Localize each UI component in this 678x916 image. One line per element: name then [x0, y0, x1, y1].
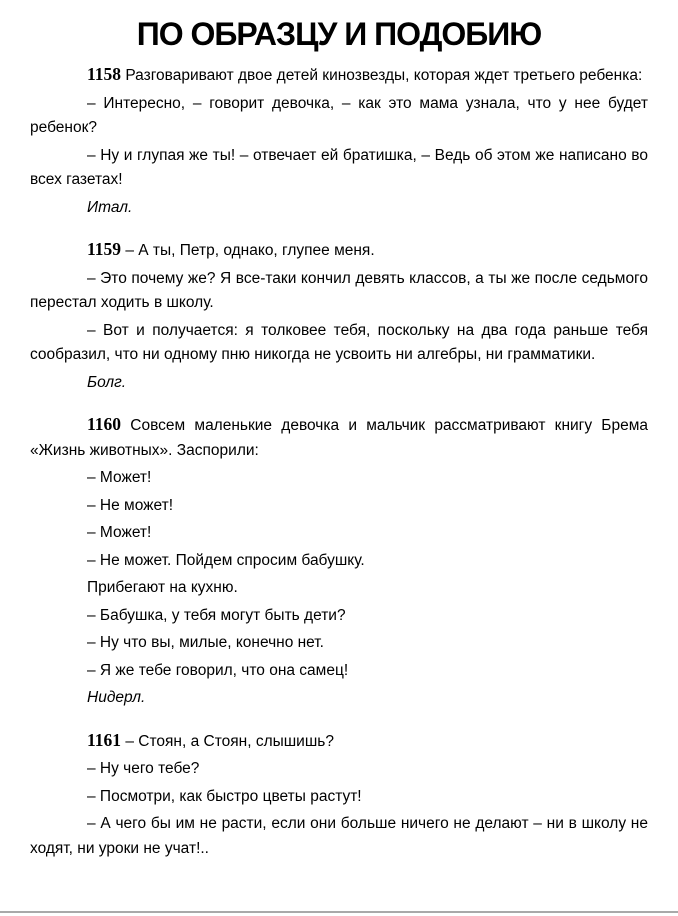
joke-paragraph: – Посмотри, как быстро цветы растут!: [87, 787, 362, 805]
joke-lead-paragraph: [30, 412, 648, 463]
joke-number: 1159: [87, 239, 122, 259]
joke-paragraph: – Ну чего тебе?: [87, 760, 200, 777]
joke-lead-paragraph: [30, 62, 648, 89]
joke-source-label: Болг.: [87, 373, 127, 391]
joke-lead-text: – Стоян, а Стоян, слышишь?: [121, 732, 334, 750]
joke-lead-text: – А ты, Петр, однако, глупее меня.: [121, 242, 375, 259]
joke-paragraph: – Бабушка, у тебя могут быть дети?: [87, 606, 346, 624]
joke-paragraph: – Вот и получается: я толковее тебя, поскольку на два года раньше тебя сообразил, что ни одному пню никогда не усвоить ни алгебры, ни грамматики.: [30, 321, 648, 363]
joke-paragraph: – Ну что вы, милые, конечно нет.: [87, 634, 324, 651]
joke-lead-text: Разговаривают двое детей кинозвезды, которая ждет третьего ребенка:: [121, 67, 643, 84]
joke-paragraph: – Интересно, – говорит девочка, – как это мама узнала, что у нее будет ребенок?: [30, 94, 648, 136]
joke-lead-paragraph: [30, 237, 648, 264]
joke-lead-paragraph: [30, 728, 648, 755]
joke-paragraph: – Я же тебе говорил, что она самец!: [87, 661, 349, 679]
joke-paragraph: – Может!: [87, 469, 152, 486]
joke-lead-text: Совсем маленькие девочка и мальчик рассматривают книгу Брема «Жизнь животных». Заспорили:: [30, 417, 648, 459]
jokes-list: [30, 62, 648, 861]
joke-paragraph: – Не может!: [87, 496, 174, 514]
joke-number: 1158: [87, 64, 122, 84]
joke-number: 1160: [87, 414, 122, 434]
joke-paragraph: – Это почему же? Я все-таки кончил девять классов, а ты же после седьмого перестал ходить в школу.: [30, 269, 648, 311]
joke-section: [30, 728, 648, 862]
joke-paragraph: – Не может. Пойдем спросим бабушку.: [87, 551, 365, 569]
joke-number: 1161: [87, 729, 122, 750]
joke-source-label: Нидерл.: [87, 689, 146, 706]
joke-section: [30, 237, 648, 395]
joke-paragraph: – А чего бы им не расти, если они больше ничего не делают – ни в школу не ходят, ни уроки не учат!..: [30, 815, 648, 857]
page-footer-divider: [0, 911, 678, 913]
joke-paragraph: Прибегают на кухню.: [87, 579, 238, 596]
joke-section: [30, 62, 648, 220]
joke-source-label: Итал.: [87, 198, 133, 216]
page-title: ПО ОБРАЗЦУ И ПОДОБИЮ: [136, 16, 542, 52]
joke-paragraph: – Ну и глупая же ты! – отвечает ей братишка, – Ведь об этом же написано во всех газетах!: [30, 146, 648, 188]
joke-section: [30, 412, 648, 711]
joke-paragraph: – Может!: [87, 524, 152, 541]
